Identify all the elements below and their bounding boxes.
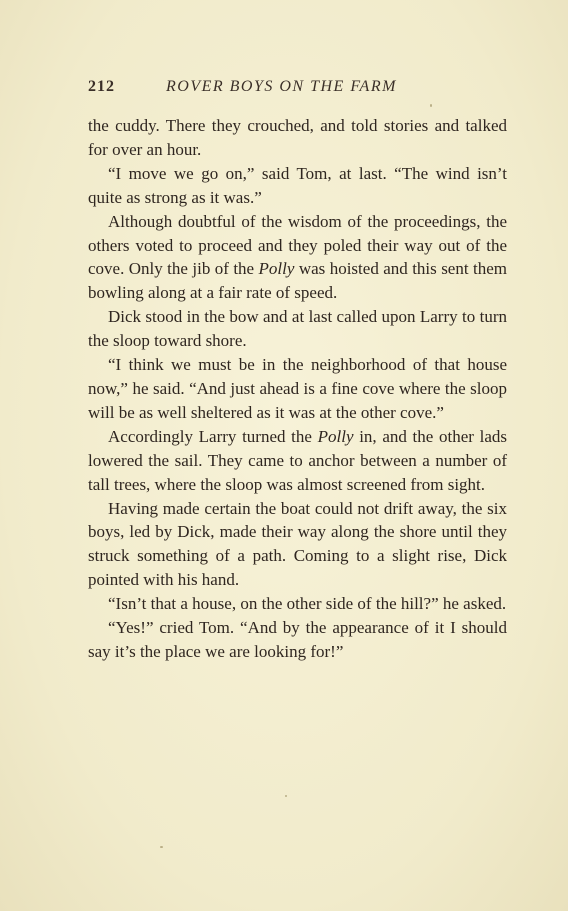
paper-speck [160,846,163,848]
paragraph: the cuddy. There they crouched, and told stories and talked for over an hour. [88,116,507,159]
paragraph: Although doubtful of the wisdom of the proceedings, the others voted to proceed and they poled their way out of the cove. Only the jib of the Polly was hoisted and this sent them bowling along at a fair rate of speed. [88,211,507,303]
paragraph: Dick stood in the bow and at last called upon Larry to turn the sloop toward shore. [88,307,507,351]
paragraph: “I move we go on,” said Tom, at last. “The wind isn’t quite as strong as it was.” [88,163,507,207]
body-text [88,114,507,664]
ship-name: Polly [317,426,354,446]
paragraph: “Isn’t that a house, on the other side of the hill?” he asked. [108,594,507,614]
paper-speck [285,795,287,797]
paragraph: Accordingly Larry turned the Polly in, and the other lads lowered the sail. They came to anchor between a number of tall trees, where the sloop was almost screened from sight. [88,426,507,494]
paragraph: “Yes!” cried Tom. “And by the appearance of it I should say it’s the place we are looking for!” [88,618,507,661]
paragraph: Having made certain the boat could not drift away, the six boys, led by Dick, made their way along the shore until they struck something of a path. Coming to a slight rise, Dick pointed with his hand. [88,498,507,590]
page-number: 212 [88,78,115,95]
paragraph: “I think we must be in the neighborhood of that house now,” he said. “And just ahead is a fine cove where the sloop will be as well sheltered as it was at the other cove.” [88,355,507,422]
paper-speck [430,104,432,107]
running-title: ROVER BOYS ON THE FARM [166,78,397,95]
page-header [88,76,508,100]
ship-name: Polly [258,259,295,279]
